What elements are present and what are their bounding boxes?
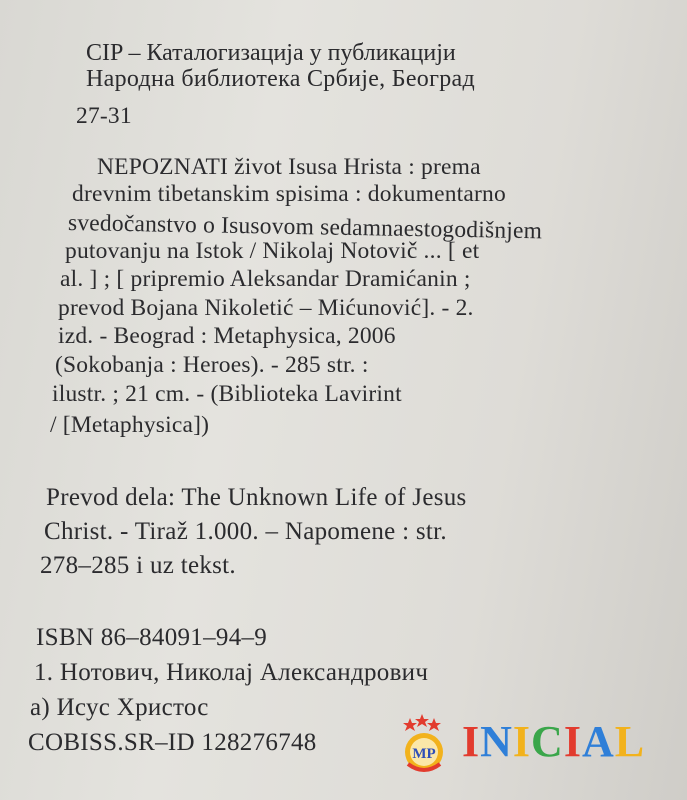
logo-letter: I	[462, 717, 481, 766]
entry-line: izd. - Beograd : Metaphysica, 2006	[58, 323, 396, 349]
entry-line: / [Metaphysica])	[50, 412, 210, 438]
udk-number: 27-31	[76, 103, 132, 129]
inicial-logo	[402, 712, 682, 782]
author-heading: 1. Нотович, Николај Александрович	[34, 659, 429, 686]
isbn: ISBN 86–84091–94–9	[36, 624, 268, 651]
cip-library: Народна библиотека Србије, Београд	[86, 66, 475, 92]
entry-line: (Sokobanja : Heroes). - 285 str. :	[55, 352, 369, 378]
logo-letter: L	[614, 717, 646, 766]
logo-letter: I	[563, 717, 582, 766]
logo-letter: N	[480, 717, 513, 766]
entry-line: putovanju na Istok / Nikolaj Notovič ... [ et	[65, 238, 480, 264]
logo-letter: C	[531, 717, 564, 766]
entry-line: ilustr. ; 21 cm. - (Biblioteka Lavirint	[52, 381, 402, 407]
logo-letter: I	[512, 717, 532, 766]
badge-text: MP	[412, 746, 436, 762]
entry-line: NEPOZNATI život Isusa Hrista : prema	[97, 154, 481, 180]
subject-heading: а) Исус Христос	[30, 694, 209, 721]
cip-title: CIP – Каталогизација у публикацији	[86, 40, 456, 66]
badge-icon	[402, 712, 460, 776]
note-line: 278–285 i uz tekst.	[40, 552, 236, 579]
cobiss-id: COBISS.SR–ID 128276748	[28, 729, 317, 756]
logo-wordmark	[462, 716, 645, 767]
note-line: Christ. - Tiraž 1.000. – Napomene : str.	[44, 518, 447, 545]
entry-line: svedočanstvo o Isusovom sedamnaestogodišnjem	[67, 210, 543, 245]
note-line: Prevod dela: The Unknown Life of Jesus	[46, 484, 467, 511]
entry-line: al. ] ; [ pripremio Aleksandar Dramićanin ;	[60, 266, 471, 292]
entry-line: prevod Bojana Nikoletić – Mićunović]. - 2.	[58, 295, 474, 321]
entry-line: drevnim tibetanskim spisima : dokumentarno	[72, 181, 506, 207]
logo-letter: A	[581, 717, 615, 766]
